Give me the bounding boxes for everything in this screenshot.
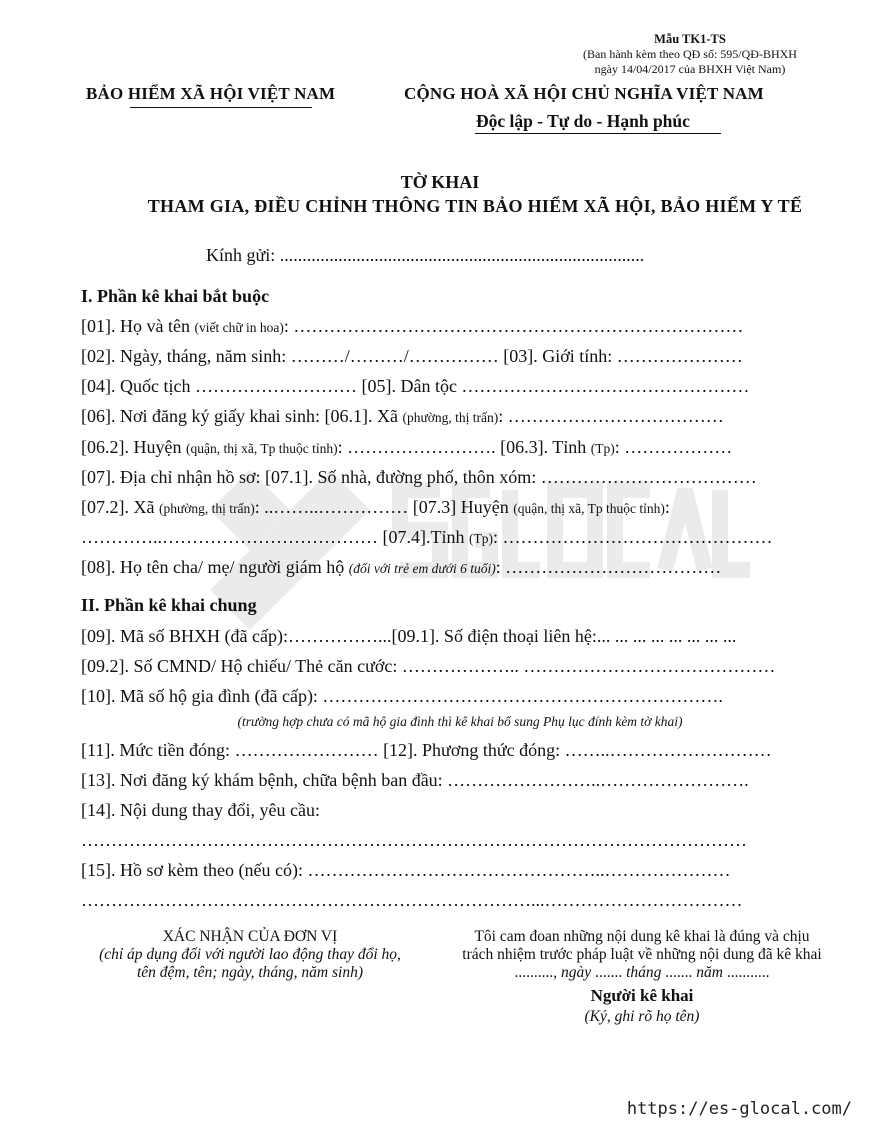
issued-by-line2: ngày 14/04/2017 của BHXH Việt Nam) (594, 62, 786, 76)
pledge-line-2: trách nhiệm trước pháp luật về những nội dung đã kê khai (462, 946, 822, 963)
field-13-healthcare-registration[interactable]: [13]. Nơi đăng ký khám bệnh, chữa bệnh ban đầu: ……………………..……………………. (81, 770, 749, 790)
national-motto: Độc lập - Tự do - Hạnh phúc (476, 111, 690, 131)
field-01-full-name[interactable] (81, 316, 743, 337)
field-062-label: [06.2]. Huyện (81, 437, 182, 457)
field-074-province[interactable] (81, 527, 773, 548)
field-01-note: (viết chữ in hoa) (194, 320, 284, 335)
date-place-dots: .........., (514, 964, 558, 981)
field-04-05-nationality-ethnicity[interactable]: [04]. Quốc tịch ……………………… [05]. Dân tộc ………………………………………… (81, 376, 750, 396)
section2-title: II. Phần kê khai chung (81, 595, 257, 615)
date-month-label: tháng (626, 964, 662, 981)
organization-name: BẢO HIỂM XÃ HỘI VIỆT NAM (86, 84, 336, 103)
republic-name: CỘNG HOÀ XÃ HỘI CHỦ NGHĨA VIỆT NAM (404, 84, 764, 103)
form-code-block (560, 32, 820, 77)
field-062-note: (quận, thị xã, Tp thuộc tỉnh) (185, 441, 338, 456)
field-08-guardian[interactable] (81, 557, 721, 578)
field-063-note: (Tp) (590, 441, 615, 456)
field-073-note: (quận, thị xã, Tp thuộc tỉnh) (513, 501, 665, 516)
date-day-label: ngày (561, 964, 592, 981)
field-074-note: (Tp) (468, 531, 493, 546)
field-072-label: [07.2]. Xã (81, 497, 155, 517)
field-06-label: [06]. Nơi đăng ký giấy khai sinh: [06.1]. Xã (81, 406, 398, 426)
unit-confirmation-title: XÁC NHẬN CỦA ĐƠN VỊ (162, 928, 338, 945)
field-073-colon: : (664, 497, 670, 517)
field-10-household-code[interactable]: [10]. Mã số hộ gia đình (đã cấp): …………………………………………………………. (81, 686, 723, 706)
date-year-label: năm (696, 964, 723, 981)
field-063-dots: : ……………… (614, 437, 733, 457)
field-10-note: (trường hợp chưa có mã hộ gia đình thì kê khai bổ sung Phụ lục đính kèm tờ khai) (237, 714, 683, 729)
sign-date-line[interactable] (432, 964, 852, 982)
field-062-063-district-province[interactable] (81, 437, 732, 458)
field-08-note: (đối với trẻ em dưới 6 tuổi) (348, 561, 496, 576)
form-code: Mẫu TK1-TS (654, 32, 726, 46)
field-15-input-line[interactable]: …………………………………………………………………...…………………………… (81, 890, 743, 910)
field-08-dots: : ……………………………… (495, 557, 722, 577)
unit-confirmation-note-2: tên đệm, tên; ngày, tháng, năm sinh) (136, 964, 363, 981)
field-14-input-line[interactable]: ………………………………………………………………………………………………… (81, 830, 747, 850)
field-072-note: (phường, thị trấn) (158, 501, 255, 516)
field-072-073-commune-district[interactable] (81, 497, 670, 518)
unit-confirmation-block (68, 928, 432, 982)
date-day-dots: ....... (595, 964, 623, 981)
field-01-label: [01]. Họ và tên (81, 316, 190, 336)
field-02-03-birth-gender[interactable]: [02]. Ngày, tháng, năm sinh: ………/………/…………… [03]. Giới tính: ………………… (81, 346, 743, 366)
field-14-change-request: [14]. Nội dung thay đổi, yêu cầu: (81, 800, 320, 820)
field-063-label: : ……………………. [06.3]. Tỉnh (337, 437, 587, 457)
field-06-dots: : ……………………………… (498, 406, 724, 426)
field-074-label: …………..……………………………… [07.4].Tỉnh (81, 527, 465, 547)
field-06-note: (phường, thị trấn) (402, 410, 499, 425)
issued-by-line1: (Ban hành kèm theo QĐ số: 595/QĐ-BHXH (583, 47, 797, 61)
field-074-dots: : ……………………………………… (492, 527, 773, 547)
section1-title: I. Phần kê khai bắt buộc (81, 286, 270, 306)
declarant-sign-note[interactable]: (Ký, ghi rõ họ tên) (584, 1008, 700, 1025)
pledge-line-1: Tôi cam đoan những nội dung kê khai là đúng và chịu (474, 928, 810, 945)
field-15-attachments[interactable]: [15]. Hồ sơ kèm theo (nếu có): …………………………………………..………………… (81, 860, 731, 880)
field-07-mailing-address[interactable]: [07]. Địa chỉ nhận hồ sơ: [07.1]. Số nhà, đường phố, thôn xóm: ……………………………… (81, 467, 757, 487)
document-title: TỜ KHAI (400, 172, 480, 192)
field-073-label: : ..……..…………… [07.3] Huyện (254, 497, 509, 517)
organization-underline (130, 107, 312, 108)
field-09-social-insurance-phone[interactable]: [09]. Mã số BHXH (đã cấp):……………...[09.1]. Số điện thoại liên hệ:... ... ... ... ... ... ... ... (81, 626, 737, 646)
unit-confirmation-note-1: (chỉ áp dụng đối với người lao động thay đổi họ, (99, 946, 401, 963)
date-year-dots: ........... (726, 964, 770, 981)
field-08-label: [08]. Họ tên cha/ mẹ/ người giám hộ (81, 557, 345, 577)
declarant-block (432, 928, 852, 1026)
declarant-title: Người kê khai (590, 986, 694, 1005)
field-092-id-card[interactable]: [09.2]. Số CMND/ Hộ chiếu/ Thẻ căn cước: ……………….. …………………………………… (81, 656, 776, 676)
date-month-dots: ....... (665, 964, 693, 981)
field-11-12-contribution[interactable]: [11]. Mức tiền đóng: …………………… [12]. Phương thức đóng: ……..……………………… (81, 740, 772, 760)
field-06-birth-registration[interactable] (81, 406, 724, 427)
document-subtitle: THAM GIA, ĐIỀU CHỈNH THÔNG TIN BẢO HIỂM XÃ HỘI, BẢO HIỂM Y TẾ (147, 196, 803, 216)
motto-underline (475, 133, 721, 134)
greeting-line[interactable]: Kính gửi: ................................................................................. (206, 245, 645, 265)
website-url[interactable]: https://es-glocal.com/ (626, 1099, 852, 1119)
field-01-dots: : ………………………………………………………………… (283, 316, 744, 336)
